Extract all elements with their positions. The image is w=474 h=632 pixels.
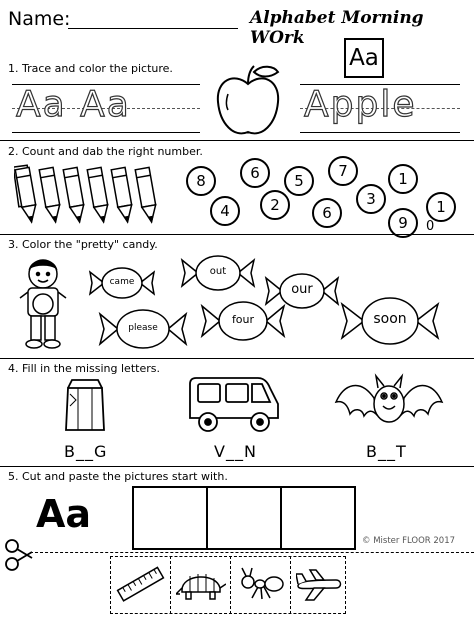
- missing-letter-bat[interactable]: B__T: [366, 442, 407, 461]
- bat-icon: [334, 372, 444, 434]
- boy-icon: [14, 256, 72, 352]
- name-line[interactable]: [68, 28, 238, 29]
- scissors-icon: [4, 538, 34, 572]
- pencil-set-icon: [14, 166, 164, 230]
- divider-4: [0, 466, 474, 467]
- section-2-instruction: 2. Count and dab the right number.: [8, 145, 203, 158]
- trace-area-left[interactable]: [12, 84, 200, 134]
- apple-icon: [212, 62, 284, 140]
- page-title: Alphabet Morning WOrk: [250, 8, 424, 48]
- name-label: Name:: [8, 8, 71, 30]
- bag-icon: [62, 378, 108, 432]
- number-circle[interactable]: 1: [388, 164, 418, 194]
- ant-icon[interactable]: [236, 564, 286, 604]
- armadillo-icon[interactable]: [176, 564, 226, 604]
- candy-soon[interactable]: [340, 296, 440, 346]
- candy-word: came: [109, 277, 135, 287]
- number-circle[interactable]: 6: [240, 158, 270, 188]
- airplane-icon[interactable]: [296, 566, 342, 604]
- letter-box: [344, 38, 384, 78]
- section-3-instruction: 3. Color the "pretty" candy.: [8, 238, 158, 251]
- cutout-divider: [230, 556, 231, 614]
- paste-box-2[interactable]: [206, 486, 282, 550]
- number-circle[interactable]: 5: [284, 166, 314, 196]
- candy-word: out: [209, 266, 227, 277]
- number-circle[interactable]: 1: [426, 192, 456, 222]
- number-circle[interactable]: 7: [328, 156, 358, 186]
- section-4-instruction: 4. Fill in the missing letters.: [8, 362, 160, 375]
- letter-box-text: Aa: [349, 45, 379, 71]
- number-circle[interactable]: 2: [260, 190, 290, 220]
- trace-text-aa: Aa Aa: [16, 84, 131, 125]
- candy-came[interactable]: [88, 266, 156, 300]
- pencil-group: [14, 166, 164, 230]
- candy-word: four: [231, 313, 255, 326]
- copyright-text: © Mister FLOOR 2017: [362, 536, 456, 546]
- section-1-instruction: 1. Trace and color the picture.: [8, 62, 173, 75]
- divider-1: [0, 140, 474, 141]
- candy-word: our: [291, 282, 313, 297]
- missing-letter-van[interactable]: V__N: [214, 442, 257, 461]
- candy-please[interactable]: [98, 308, 188, 350]
- cutout-divider: [170, 556, 171, 614]
- missing-letter-bag[interactable]: B__G: [64, 442, 108, 461]
- stray-number: 0: [426, 219, 435, 234]
- section-5-instruction: 5. Cut and paste the pictures start with.: [8, 470, 228, 483]
- candy-four[interactable]: [200, 300, 286, 342]
- number-circle[interactable]: 6: [312, 198, 342, 228]
- candy-word: soon: [373, 311, 407, 327]
- big-letter-aa: Aa: [36, 492, 92, 536]
- divider-3: [0, 358, 474, 359]
- paste-box-1[interactable]: [132, 486, 208, 550]
- number-circle[interactable]: 4: [210, 196, 240, 226]
- candy-word: please: [128, 323, 158, 333]
- number-circle[interactable]: 3: [356, 184, 386, 214]
- trace-text-apple: Apple: [304, 84, 417, 125]
- ruler-icon[interactable]: [116, 562, 166, 608]
- van-icon: [186, 374, 282, 434]
- cutout-divider: [290, 556, 291, 614]
- number-circle[interactable]: 9: [388, 208, 418, 238]
- trace-area-right[interactable]: [300, 84, 460, 134]
- number-circle[interactable]: 8: [186, 166, 216, 196]
- candy-out[interactable]: [180, 254, 256, 292]
- divider-2: [0, 234, 474, 235]
- cut-line: [30, 552, 474, 553]
- paste-box-3[interactable]: [280, 486, 356, 550]
